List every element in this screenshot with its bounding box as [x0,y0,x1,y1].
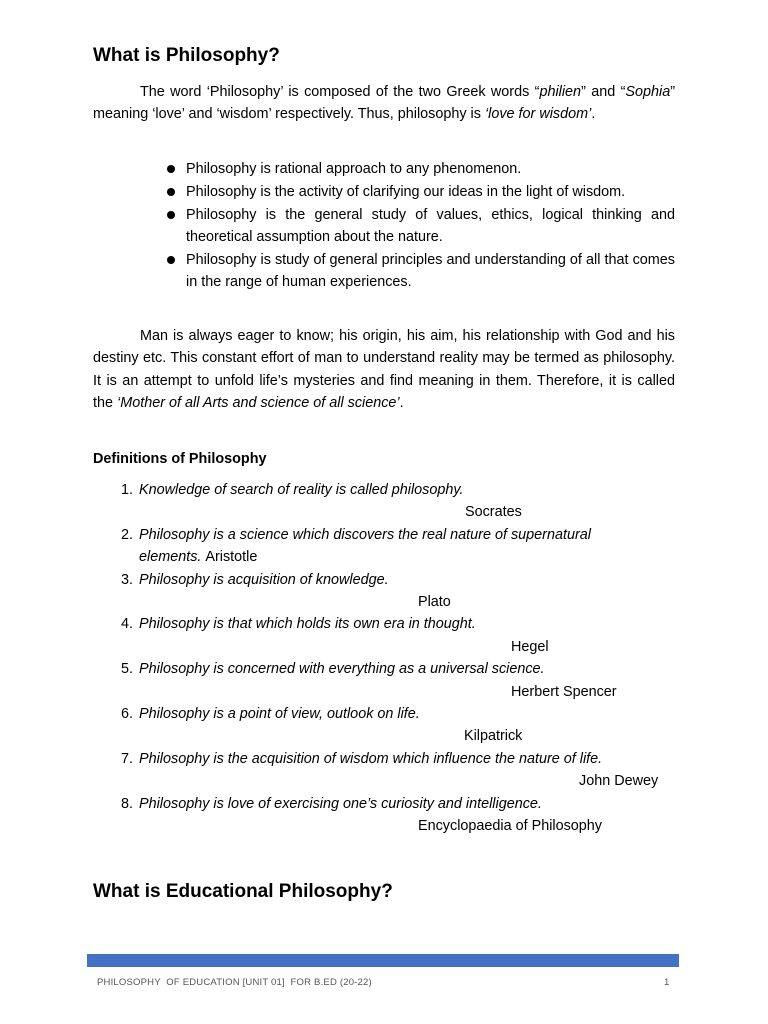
definition-author: Kilpatrick [464,728,523,745]
list-item: Philosophy is the general study of values, ethics, logical thinking and theoretical assumption about the nature. [165,204,675,249]
definition-text: Philosophy is the acquisition of wisdom which influence the nature of life. [139,750,603,767]
definition-text: Philosophy is concerned with everything as a universal science. [139,661,545,678]
definition-author: John Dewey [579,773,659,790]
definitions-heading: Definitions of Philosophy [93,451,267,467]
page-number: 1 [664,977,670,988]
list-item [93,658,675,703]
list-number: 2. [120,526,133,543]
list-item: Philosophy is study of general principles and understanding of all that comes in the range of human experiences. [165,249,675,294]
page-title: What is Philosophy? [93,45,280,66]
list-item [93,479,675,524]
list-number: 4. [120,616,133,633]
body-emphasis: ‘Mother of all Arts and science of all science’ [117,395,400,412]
list-item [93,748,675,793]
greek-word-philien: philien [539,84,582,100]
list-item [93,613,675,658]
list-number: 8. [120,795,133,812]
definition-text: Philosophy is a science which discovers the real nature of supernatural elements. [139,526,591,566]
definition-text: Philosophy is that which holds its own era in thought. [139,616,476,633]
list-item [93,524,675,569]
list-number: 6. [120,706,133,722]
list-item [93,793,675,838]
bullet-list [165,158,675,294]
definition-author: Encyclopaedia of Philosophy [418,818,603,834]
list-item [93,569,675,614]
body-paragraph [93,325,675,415]
intro-paragraph [93,81,675,126]
footer-bar [87,954,679,967]
definition-text: Philosophy is love of exercising one’s curiosity and intelligence. [139,795,542,812]
greek-word-sophia: Sophia [625,84,671,100]
intro-text: ” and “ [581,84,626,100]
definition-author: Plato [418,594,451,611]
intro-text: The word ‘Philosophy’ is composed of the two Greek words “ [140,84,540,100]
list-item: Philosophy is the activity of clarifying our ideas in the light of wisdom. [165,181,675,203]
definition-text: Philosophy is acquisition of knowledge. [139,571,389,588]
definition-author: Hegel [511,638,549,655]
intro-text: ” meaning ‘love’ and ‘wisdom’ respectively. Thus, philosophy is [93,84,675,123]
intro-emphasis: ‘love for wisdom’ [484,106,592,123]
footer-title: PHILOSOPHY OF EDUCATION [UNIT 01] FOR B.ED (20-22) [97,977,372,988]
list-number: 7. [120,750,133,767]
intro-text: . [591,106,596,123]
document-page [93,0,675,1024]
list-item: Philosophy is rational approach to any phenomenon. [165,158,675,180]
list-number: 3. [120,571,133,588]
definition-text: Knowledge of search of reality is called philosophy. [139,482,464,498]
definitions-list [93,479,675,837]
body-text: . [399,395,404,412]
section-heading: What is Educational Philosophy? [93,881,393,902]
definition-author: Socrates [465,504,522,521]
list-number: 5. [120,661,133,678]
body-text: Man is always eager to know; his origin, his aim, his relationship with God and his destiny etc. This constant effort of man to understand reality may be termed as philosophy. It is an attempt to unfold life’s mysteries and find meaning in them. Therefore, it is called the [93,328,675,412]
definition-author: Herbert Spencer [511,683,617,700]
definition-text: Philosophy is a point of view, outlook on life. [139,706,420,722]
definition-author: Aristotle [205,549,258,566]
list-item [93,703,675,748]
list-number: 1. [120,482,133,498]
